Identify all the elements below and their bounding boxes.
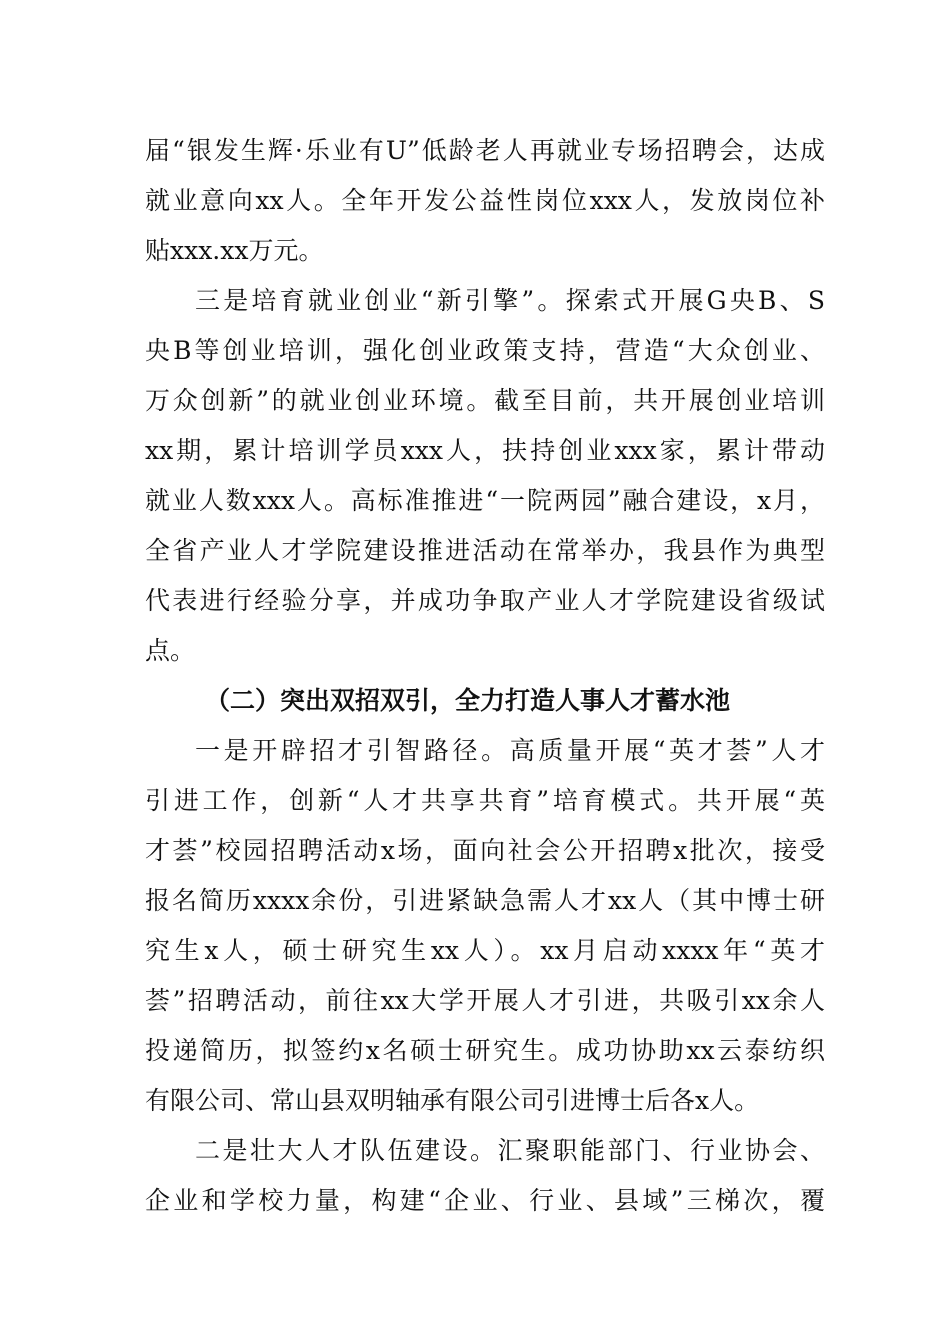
body-text-line: 代表进行经验分享，并成功争取产业人才学院建设省级试 xyxy=(145,586,825,615)
body-text-line: 万众创新”的就业创业环境。截至目前，共开展创业培训 xyxy=(145,386,825,415)
body-text-line: 点。 xyxy=(145,636,196,665)
body-text-line: 才荟”校园招聘活动x场，面向社会公开招聘x批次，接受 xyxy=(145,836,825,865)
body-text-line: 央B等创业培训，强化创业政策支持，营造“大众创业、 xyxy=(145,336,825,365)
body-text-line: 报名简历xxxx余份，引进紧缺急需人才xx人（其中博士研 xyxy=(145,886,825,915)
body-text-line: 有限公司、常山县双明轴承有限公司引进博士后各x人。 xyxy=(145,1086,760,1115)
body-text-line: 届“银发生辉·乐业有U”低龄老人再就业专场招聘会，达成 xyxy=(145,136,825,165)
body-text-line: 投递简历，拟签约x名硕士研究生。成功协助xx云泰纺织 xyxy=(145,1036,825,1065)
body-text-line: 企业和学校力量，构建“企业、行业、县域”三梯次，覆 xyxy=(145,1186,825,1215)
paragraph-start-line: 二是壮大人才队伍建设。汇聚职能部门、行业协会、 xyxy=(195,1136,825,1165)
body-text-line: 引进工作，创新“人才共享共育”培育模式。共开展“英 xyxy=(145,786,825,815)
body-text-line: 就业意向xx人。全年开发公益性岗位xxx人，发放岗位补 xyxy=(145,186,825,215)
body-text-line: xx期，累计培训学员xxx人，扶持创业xxx家，累计带动 xyxy=(145,436,825,465)
paragraph-start-line: 三是培育就业创业“新引擎”。探索式开展G央B、S xyxy=(195,286,825,315)
paragraph-start-line: 一是开辟招才引智路径。高质量开展“英才荟”人才 xyxy=(195,736,825,765)
body-text-line: 荟”招聘活动，前往xx大学开展人才引进，共吸引xx余人 xyxy=(145,986,825,1015)
section-heading: （二）突出双招双引，全力打造人事人才蓄水池 xyxy=(205,686,731,715)
body-text-line: 究生x人，硕士研究生xx人）。xx月启动xxxx年“英才 xyxy=(145,936,825,965)
body-text-line: 就业人数xxx人。高标准推进“一院两园”融合建设，x月， xyxy=(145,486,825,515)
body-text-line: 贴xxx.xx万元。 xyxy=(145,236,324,265)
body-text-line: 全省产业人才学院建设推进活动在常举办，我县作为典型 xyxy=(145,536,825,565)
